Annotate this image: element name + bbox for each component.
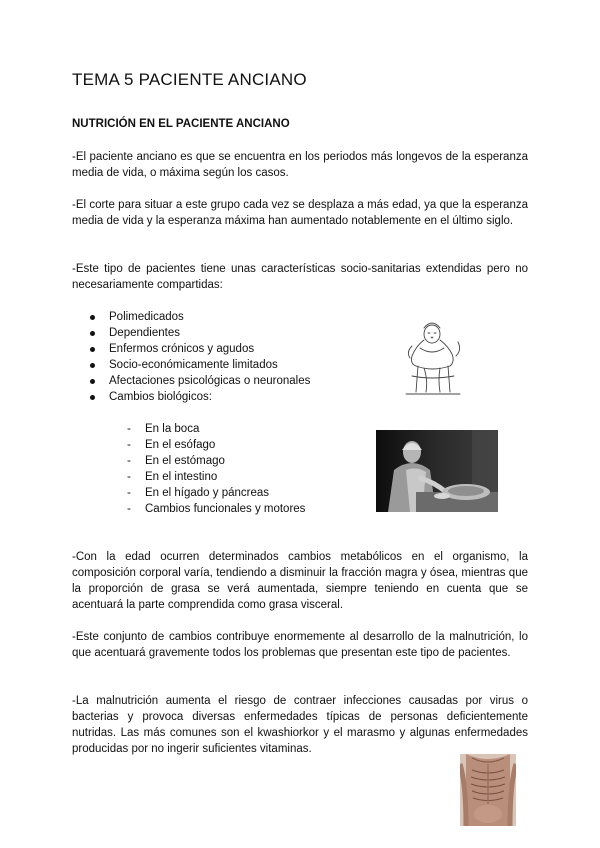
list-item: Dependientes [90, 325, 310, 341]
list-item: - En el hígado y páncreas [127, 485, 305, 501]
page-title: TEMA 5 PACIENTE ANCIANO [72, 70, 307, 89]
list-item: - En la boca [127, 421, 305, 437]
list-item: Cambios biológicos: [90, 389, 310, 405]
paragraph-age-cutoff: -El corte para situar a este grupo cada vez se desplaza a más edad, ya que la esperanza media de vida y la esperanza máxima han aumentado notablemente en el último siglo. [72, 199, 528, 227]
list-item: - En el esófago [127, 437, 305, 453]
list-item: - En el intestino [127, 469, 305, 485]
paragraph-definition: -El paciente anciano es que se encuentra en los periodos más longevos de la esperanza media de vida, o máxima según los casos. [72, 151, 528, 179]
section-title: NUTRICIÓN EN EL PACIENTE ANCIANO [72, 118, 290, 130]
list-item: Afectaciones psicológicas o neuronales [90, 373, 310, 389]
paragraph-malnutrition: -Este conjunto de cambios contribuye enormemente al desarrollo de la malnutrición, lo que acentuará gravemente todos los problemas que presentan este tipo de pacientes. [72, 631, 528, 659]
list-item: Enfermos crónicos y agudos [90, 341, 310, 357]
elderly-man-photo [376, 430, 498, 512]
list-item: - En el estómago [127, 453, 305, 469]
elderly-sketch-illustration [402, 318, 464, 396]
list-item: Socio-económicamente limitados [90, 357, 310, 373]
paragraph-infections: -La malnutrición aumenta el riesgo de contraer infecciones causadas por virus o bacterias y provoca diversas enfermedades típicas de personas deficientemente nutridas. Las más comunes son el kwashiorkor y el marasmo y algunas enfermedades producidas por no ingerir suficientes vitaminas. [72, 695, 528, 755]
biological-changes-list [127, 421, 305, 517]
malnourished-torso-photo [460, 754, 516, 826]
paragraph-metabolic-changes: -Con la edad ocurren determinados cambios metabólicos en el organismo, la composición corporal varía, tendiendo a disminuir la fracción magra y ósea, mientras que la proporción de grasa se verá aumentada, siempre teniendo en cuenta que se acentuará la parte comprendida como grasa visceral. [72, 551, 528, 611]
list-item: - Cambios funcionales y motores [127, 501, 305, 517]
paragraph-characteristics: -Este tipo de pacientes tiene unas características socio-sanitarias extendidas pero no necesariamente compartidas: [72, 263, 528, 291]
list-item: Polimedicados [90, 309, 310, 325]
characteristics-list [90, 309, 310, 405]
